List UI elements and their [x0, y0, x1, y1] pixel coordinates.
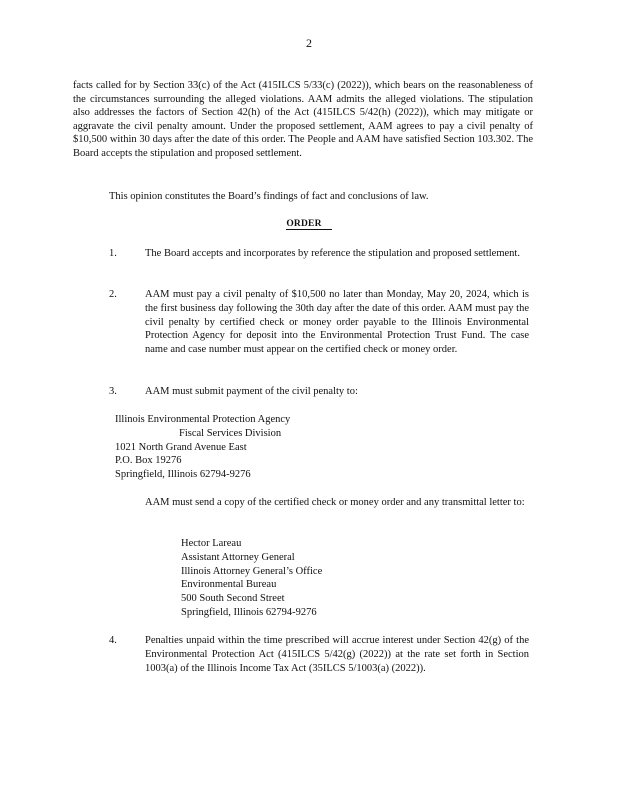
- order-heading: ORDER: [286, 219, 331, 230]
- address-line: P.O. Box 19276: [115, 455, 182, 467]
- address-line: Hector Lareau: [181, 538, 242, 549]
- address-line: Environmental Bureau: [181, 579, 277, 591]
- order-item-text: The Board accepts and incorporates by reference the stipulation and proposed settlement.: [145, 248, 520, 259]
- address-line: Fiscal Services Division: [179, 427, 282, 439]
- order-item-number: 4.: [109, 635, 117, 646]
- order-item-text: Penalties unpaid within the time prescribed will accrue interest under Section 42(g) of the Environmental Protection Act (415ILCS 5/42(g) (2022)) at the rate set forth in Section 1003(a) of the Illinois Income Tax Act (35ILCS 5/1003(a) (2022)).: [145, 635, 529, 674]
- opinion-statement: This opinion constitutes the Board’s findings of fact and conclusions of law.: [109, 191, 429, 202]
- order-item-text: AAM must submit payment of the civil penalty to:: [145, 386, 358, 397]
- intro-paragraph: facts called for by Section 33(c) of the Act (415ILCS 5/33(c) (2022)), which bears on the reasonableness of the circumstances surrounding the alleged violations. AAM admits the alleged violations. The stipulation also addresses the factors of Section 42(h) of the Act (415ILCS 5/42(h) (2022)), which may mitigate or aggravate the civil penalty amount. Under the proposed settlement, AAM agrees to pay a civil penalty of $10,500 within 30 days after the date of this order. The People and AAM have satisfied Section 103.302. The Board accepts the stipulation and proposed settlement.: [73, 80, 533, 159]
- payment-address: [115, 413, 290, 482]
- address-line: Springfield, Illinois 62794-9276: [115, 469, 251, 481]
- address-line: Assistant Attorney General: [181, 551, 295, 563]
- address-line: Springfield, Illinois 62794-9276: [181, 606, 317, 618]
- copy-address: [181, 537, 322, 620]
- order-item-number: 2.: [109, 289, 117, 300]
- copy-instruction: AAM must send a copy of the certified check or money order and any transmittal letter to:: [145, 497, 525, 508]
- page-number: 2: [306, 36, 312, 50]
- order-item-text: AAM must pay a civil penalty of $10,500 no later than Monday, May 20, 2024, which is the first business day following the 30th day after the date of this order. AAM must pay the civil penalty by certified check or money order payable to the Illinois Environmental Protection Agency for deposit into the Environmental Protection Trust Fund. The case name and case number must appear on the certified check or money order.: [145, 289, 529, 356]
- order-item-number: 3.: [109, 386, 117, 397]
- order-heading-wrap: [0, 219, 618, 229]
- address-line: Illinois Environmental Protection Agency: [115, 414, 291, 425]
- address-line: 500 South Second Street: [181, 593, 285, 605]
- address-line: 1021 North Grand Avenue East: [115, 441, 247, 453]
- order-item-number: 1.: [109, 248, 117, 259]
- address-line: Illinois Attorney General’s Office: [181, 565, 323, 577]
